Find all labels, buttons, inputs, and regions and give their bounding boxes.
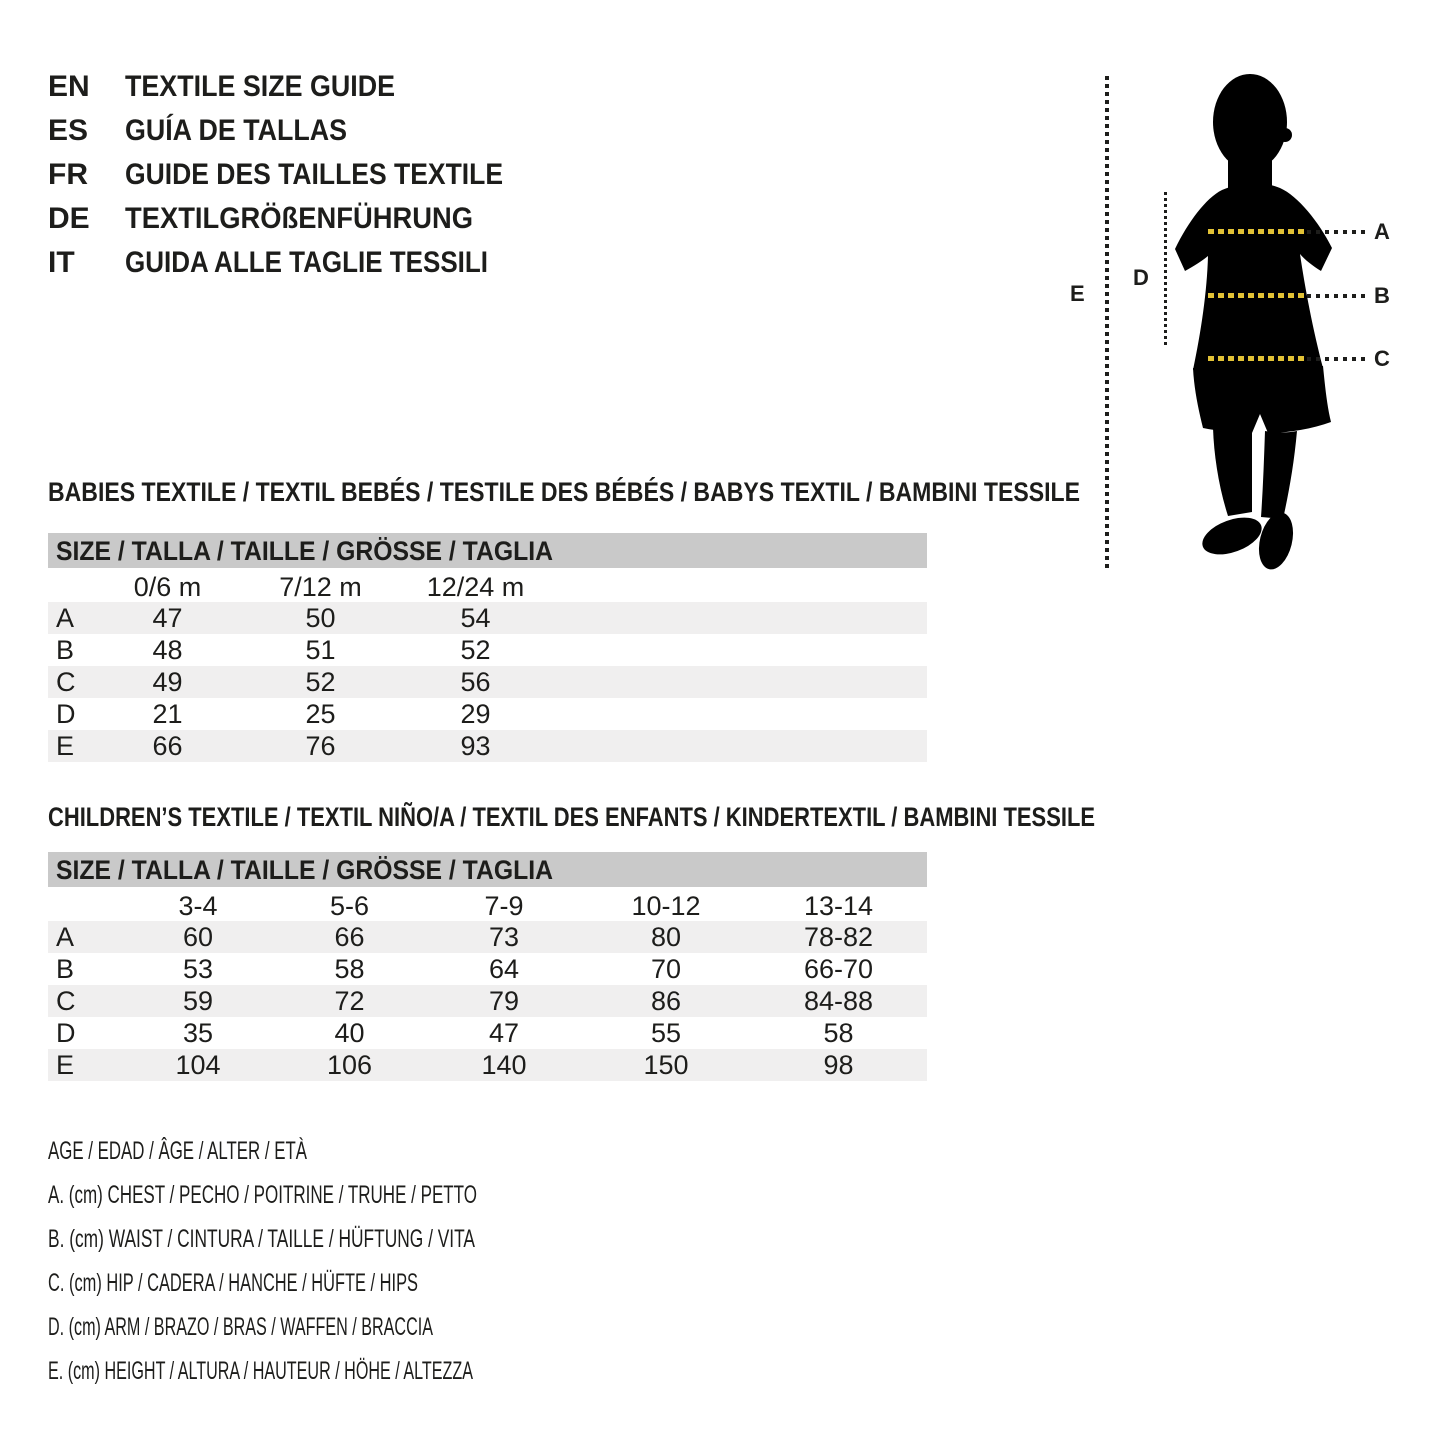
language-code: DE <box>48 202 90 235</box>
silhouette-right-shoe <box>1253 509 1298 572</box>
legend-hip: C. (cm) HIP / CADERA / HANCHE / HÜFTE / HIPS <box>48 1269 418 1297</box>
language-row-fr <box>48 160 688 190</box>
size-value: 106 <box>326 1050 373 1080</box>
height-label: E <box>1070 281 1085 306</box>
age-column: 7/12 m <box>279 572 362 602</box>
size-value: 56 <box>460 667 491 697</box>
size-value: 54 <box>460 603 491 633</box>
table-row <box>48 730 927 762</box>
size-value: 55 <box>650 1018 682 1048</box>
size-value: 93 <box>460 731 491 761</box>
table-row <box>48 634 927 666</box>
children-age-header-row <box>48 891 927 921</box>
row-letter: C <box>56 986 76 1016</box>
size-value: 140 <box>481 1050 527 1080</box>
guide-title-es: GUÍA DE TALLAS <box>125 114 347 147</box>
size-value: 79 <box>488 986 520 1016</box>
row-letter: D <box>56 699 76 729</box>
size-value: 72 <box>334 986 365 1016</box>
age-column: 10-12 <box>631 891 701 921</box>
age-column: 5-6 <box>329 891 370 921</box>
table-row <box>48 1017 927 1049</box>
size-value: 50 <box>305 603 336 633</box>
size-value: 47 <box>152 603 183 633</box>
size-value: 80 <box>650 922 682 952</box>
size-value: 78-82 <box>803 922 874 952</box>
babies-size-table <box>48 533 927 762</box>
chest-label: A <box>1374 219 1390 244</box>
table-row <box>48 985 927 1017</box>
silhouette-left-shoe <box>1197 510 1266 561</box>
row-letter: D <box>56 1018 76 1048</box>
legend-age: AGE / EDAD / ÂGE / ALTER / ETÀ <box>48 1137 307 1165</box>
size-value: 64 <box>488 954 520 984</box>
legend-height: E. (cm) HEIGHT / ALTURA / HAUTEUR / HÖHE / ALTEZZA <box>48 1357 473 1385</box>
language-list <box>48 72 688 292</box>
size-value: 66 <box>152 731 183 761</box>
size-value: 73 <box>488 922 520 952</box>
children-section-heading: CHILDREN’S TEXTILE / TEXTIL NIÑO/A / TEXTIL DES ENFANTS / KINDERTEXTIL / BAMBINI TESSILE <box>48 802 1095 832</box>
table-row <box>48 921 927 953</box>
table-row <box>48 953 927 985</box>
babies-age-header-row <box>48 572 927 602</box>
size-value: 84-88 <box>803 986 874 1016</box>
row-letter: E <box>56 1050 75 1080</box>
size-value: 60 <box>182 922 214 952</box>
hip-label: C <box>1374 346 1390 371</box>
table-row <box>48 602 927 634</box>
size-value: 35 <box>182 1018 214 1048</box>
language-row-en <box>48 72 688 102</box>
language-code: IT <box>48 246 75 279</box>
silhouette-shirt <box>1175 183 1332 370</box>
guide-title-fr: GUIDE DES TAILLES TEXTILE <box>125 158 503 191</box>
silhouette-shorts <box>1193 366 1331 433</box>
language-code: ES <box>48 114 89 147</box>
size-value: 150 <box>643 1050 689 1080</box>
size-value: 98 <box>823 1050 854 1080</box>
size-value: 40 <box>334 1018 365 1048</box>
measurement-legend <box>48 1138 706 1402</box>
chest-dash-line <box>1208 229 1304 234</box>
size-value: 52 <box>460 635 491 665</box>
size-value: 25 <box>305 699 336 729</box>
row-letter: A <box>56 922 75 952</box>
children-size-table <box>48 852 927 1081</box>
table-row <box>48 1049 927 1081</box>
size-value: 48 <box>152 635 183 665</box>
chest-leader-dots <box>1307 230 1367 234</box>
waist-dash-line <box>1208 293 1304 298</box>
row-letter: E <box>56 731 75 761</box>
language-row-it <box>48 248 688 278</box>
size-value: 70 <box>650 954 682 984</box>
size-value: 49 <box>152 667 183 697</box>
legend-arm: D. (cm) ARM / BRAZO / BRAS / WAFFEN / BRACCIA <box>48 1313 433 1341</box>
language-code: EN <box>48 70 90 103</box>
guide-title-it: GUIDA ALLE TAGLIE TESSILI <box>125 246 488 279</box>
arm-label: D <box>1133 265 1149 290</box>
silhouette-right-leg <box>1261 431 1297 519</box>
babies-section-heading: BABIES TEXTILE / TEXTIL BEBÉS / TESTILE DES BÉBÉS / BABYS TEXTIL / BAMBINI TESSILE <box>48 477 1080 507</box>
guide-title-en: TEXTILE SIZE GUIDE <box>125 70 395 103</box>
row-letter: B <box>56 954 75 984</box>
size-value: 76 <box>305 731 336 761</box>
size-value: 66 <box>334 922 365 952</box>
size-value: 52 <box>305 667 336 697</box>
size-value: 53 <box>182 954 214 984</box>
size-value: 21 <box>152 699 183 729</box>
size-value: 47 <box>488 1018 520 1048</box>
row-letter: A <box>56 603 75 633</box>
age-column: 0/6 m <box>133 572 202 602</box>
age-column: 13-14 <box>803 891 874 921</box>
size-value: 51 <box>305 635 336 665</box>
size-value: 59 <box>182 986 214 1016</box>
size-value: 66-70 <box>803 954 874 984</box>
size-value: 58 <box>823 1018 854 1048</box>
size-value: 29 <box>460 699 491 729</box>
language-row-de <box>48 204 688 234</box>
row-letter: C <box>56 667 76 697</box>
age-column: 3-4 <box>178 891 218 921</box>
language-code: FR <box>48 158 88 191</box>
table-row <box>48 698 927 730</box>
size-value: 104 <box>175 1050 221 1080</box>
age-column: 12/24 m <box>426 572 525 602</box>
hip-dash-line <box>1208 356 1304 361</box>
waist-label: B <box>1374 283 1390 308</box>
legend-waist: B. (cm) WAIST / CINTURA / TAILLE / HÜFTUNG / VITA <box>48 1225 475 1253</box>
waist-leader-dots <box>1307 294 1367 298</box>
size-header-bar: SIZE / TALLA / TAILLE / GRÖSSE / TAGLIA <box>48 533 927 568</box>
age-column: 7-9 <box>484 891 524 921</box>
size-header-bar: SIZE / TALLA / TAILLE / GRÖSSE / TAGLIA <box>48 852 927 887</box>
size-value: 86 <box>650 986 682 1016</box>
legend-chest: A. (cm) CHEST / PECHO / POITRINE / TRUHE / PETTO <box>48 1181 477 1209</box>
row-letter: B <box>56 635 75 665</box>
hip-leader-dots <box>1307 357 1367 361</box>
table-row <box>48 666 927 698</box>
arm-measure-line-D <box>1164 192 1167 345</box>
size-value: 58 <box>334 954 365 984</box>
language-row-es <box>48 116 688 146</box>
guide-title-de: TEXTILGRÖßENFÜHRUNG <box>125 202 473 235</box>
